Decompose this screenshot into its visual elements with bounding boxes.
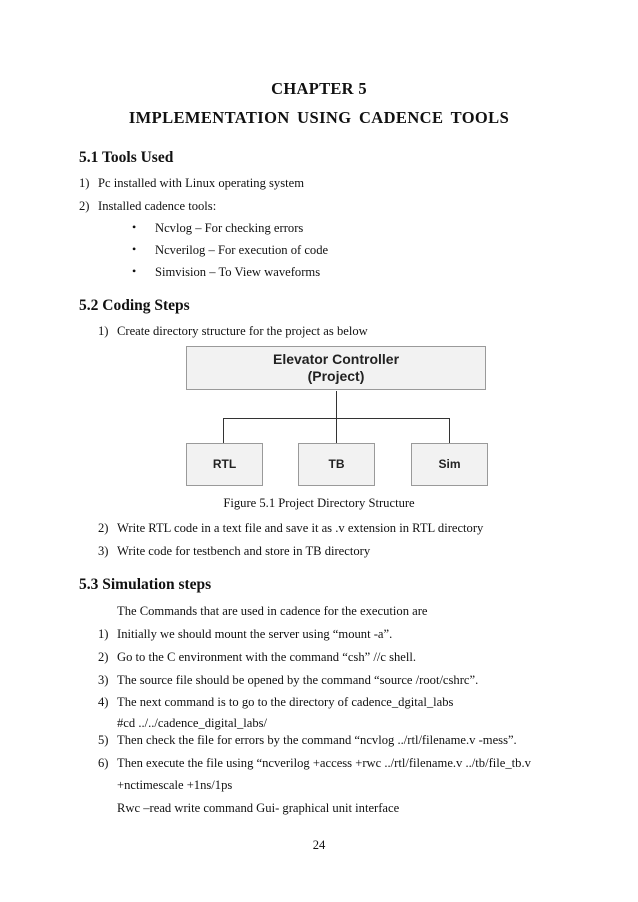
section-heading-5-1: 5.1 Tools Used <box>79 149 174 166</box>
diagram-root-box <box>186 346 486 390</box>
list-number: 2) <box>98 521 109 535</box>
chapter-title: IMPLEMENTATION USING CADENCE TOOLS <box>128 108 510 127</box>
note-text: Rwc –read write command Gui- graphical unit interface <box>117 801 400 815</box>
list-number: 3) <box>98 673 109 687</box>
list-number: 1) <box>79 176 90 190</box>
section-heading-5-2: 5.2 Coding Steps <box>79 297 190 314</box>
list-item-text: Write code for testbench and store in TB directory <box>117 544 371 558</box>
list-number: 2) <box>79 199 90 213</box>
bullet-icon: • <box>132 220 137 234</box>
directory-structure-diagram <box>186 346 488 488</box>
connector-line <box>336 391 337 418</box>
list-item-text: The next command is to go to the directory of cadence_dgital_labs <box>117 695 454 709</box>
list-number: 6) <box>98 756 109 770</box>
diagram-box-rtl: RTL <box>186 443 263 486</box>
bullet-item-text: Ncvlog – For checking errors <box>155 221 304 235</box>
list-number: 3) <box>98 544 109 558</box>
diagram-root-label: Elevator Controller <box>272 351 400 367</box>
list-item-text: Create directory structure for the project as below <box>117 324 368 338</box>
list-number: 1) <box>98 324 109 338</box>
bullet-icon: • <box>132 264 137 278</box>
list-item-text: Write RTL code in a text file and save it as .v extension in RTL directory <box>117 521 484 535</box>
list-item-text: Initially we should mount the server using “mount -a”. <box>117 627 393 641</box>
list-number: 4) <box>98 695 109 709</box>
section-heading-5-3: 5.3 Simulation steps <box>79 576 212 593</box>
diagram-root-sublabel: (Project) <box>307 368 365 384</box>
connector-line <box>223 418 224 443</box>
list-number: 5) <box>98 733 109 747</box>
section-intro: The Commands that are used in cadence for the execution are <box>117 604 428 618</box>
bullet-icon: • <box>132 242 137 256</box>
diagram-box-tb: TB <box>298 443 375 486</box>
list-item-continuation: +nctimescale +1ns/1ps <box>117 778 233 792</box>
list-item-text: Then execute the file using “ncverilog +access +rwc ../rtl/filename.v ../tb/file_tb.v <box>117 756 531 770</box>
list-item-continuation: #cd ../../cadence_digital_labs/ <box>117 716 268 730</box>
page-number: 24 <box>312 838 326 852</box>
list-number: 1) <box>98 627 109 641</box>
list-number: 2) <box>98 650 109 664</box>
list-item-text: The source file should be opened by the command “source /root/cshrc”. <box>117 673 479 687</box>
diagram-box-sim: Sim <box>411 443 488 486</box>
list-item-text: Then check the file for errors by the command “ncvlog ../rtl/filename.v -mess”. <box>117 733 517 747</box>
chapter-label: CHAPTER 5 <box>271 79 367 98</box>
connector-line <box>449 418 450 443</box>
figure-caption: Figure 5.1 Project Directory Structure <box>223 496 415 510</box>
bullet-item-text: Ncverilog – For execution of code <box>155 243 329 257</box>
connector-line <box>336 418 337 443</box>
list-item-text: Installed cadence tools: <box>98 199 217 213</box>
list-item-text: Go to the C environment with the command “csh” //c shell. <box>117 650 417 664</box>
list-item-text: Pc installed with Linux operating system <box>98 176 305 190</box>
bullet-item-text: Simvision – To View waveforms <box>155 265 321 279</box>
